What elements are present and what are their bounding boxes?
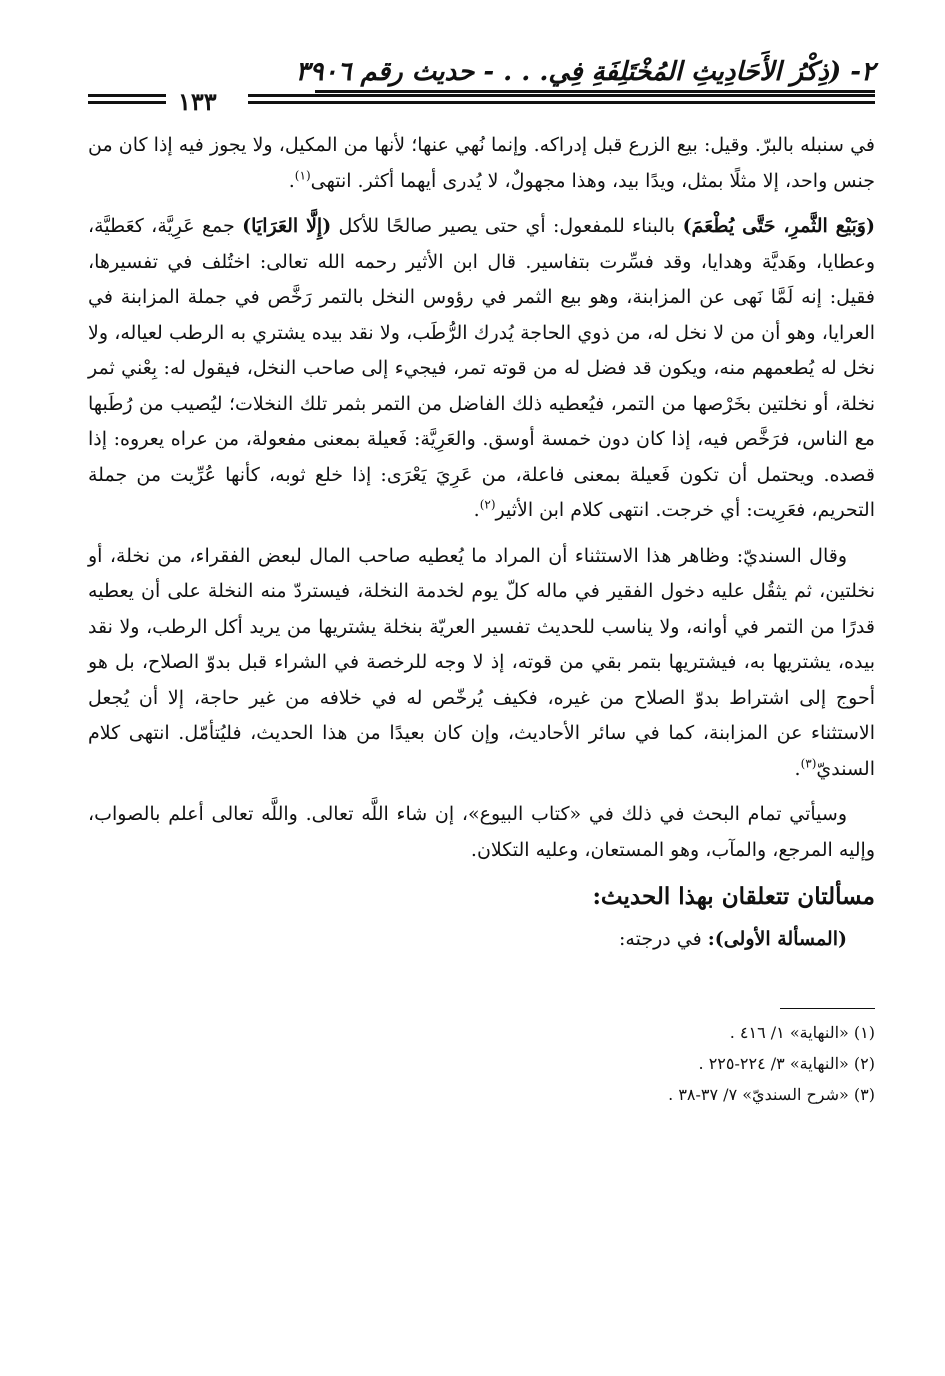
paragraph-text: في سنبله بالبرّ. وقيل: بيع الزرع قبل إدراكه. وإنما نُهي عنها؛ لأنها من المكيل، ولا يجوز فيه إذا كان من جنس واحد، إلا مثلًا بمثل، ويدًا بيد، وهذا مجهولٌ، لا يُدرى أيهما أكثر. انتهى (88, 134, 875, 192)
hadith-phrase: (وَبَيْع الثَّمرِ، حَتَّى يُطْعَمَ) (682, 215, 875, 237)
paragraph-1: في سنبله بالبرّ. وقيل: بيع الزرع قبل إدراكه. وإنما نُهي عنها؛ لأنها من المكيل، ولا يجوز فيه إذا كان من جنس واحد، إلا مثلًا بمثل، ويدًا بيد، وهذا مجهولٌ، لا يُدرى أيهما أكثر. انتهى$^{(١)}$. (88, 134, 875, 192)
footnote-ref-3[interactable]: (٣) (800, 756, 817, 771)
book-page (88, 50, 875, 1110)
footnote-ref-2[interactable]: (٢) (479, 497, 496, 512)
footnote-1: (١) «النهاية» ١/ ٤١٦ . (729, 1023, 875, 1042)
paragraph-text: بالبناء للمفعول: أي حتى يصير صالحًا للأكل (331, 215, 683, 237)
section-heading: مسألتان تتعلقان بهذا الحديث: (592, 883, 875, 910)
paragraph-text: وسيأتي تمام البحث في ذلك في «كتاب البيوع»، إن شاء اللَّه تعالى. واللَّه تعالى أعلم بالصواب، وإليه المرجع، والمآب، وهو المستعان، وعليه التكلان. (88, 803, 875, 861)
paragraph-4 (88, 797, 875, 868)
sub-heading-text: في درجته: (619, 928, 708, 950)
footnote-separator (780, 1008, 875, 1009)
footnote-3: (٣) «شرح السنديّ» ٧/ ٣٧-٣٨ . (668, 1085, 875, 1104)
paragraph-3: وقال السنديّ: وظاهر هذا الاستثناء أن المراد ما يُعطيه صاحب المال لبعض الفقراء، من نخلة، أو نخلتين، ثم يثقُل عليه دخول الفقير في ماله كلّ يوم لخدمة النخلة، فيستردّ منه النخلة على أن يعطيه قدرًا من التمر في أوانه، ولا يناسب للحديث تفسير العريّة بنخلة يشتريها من يريد أكل الرطب، ولا نقد بيده، يشتريها به، فيشتريها بتمر بقي من قوته، إذ لا وجه للرخصة في الشراء قبل بدوّ الصلاح، بل هو أحوج إلى اشتراط بدوّ الصلاح من غيره، فكيف يُرخّص له في خلافه من غير حاجة، إلا أن يُجعل الاستثناء عن المزابنة، كما في سائر الأحاديث، وإن كان بعيدًا من هذا الحديث، فليُتأمّل. انتهى كلام السنديّ$^{(٣)}$. (88, 544, 875, 780)
paragraph-text: وقال السنديّ: وظاهر هذا الاستثناء أن المراد ما يُعطيه صاحب المال لبعض الفقراء، من نخلة، أو نخلتين، ثم يثقُل عليه دخول الفقير في ماله كلّ يوم لخدمة النخلة، فيستردّ منه النخلة على أن يعطيه قدرًا من التمر في أوانه، ولا يناسب للحديث تفسير العريّة بنخلة يشتريها من يريد أكل الرطب، ولا نقد بيده، يشتريها به، فيشتريها بتمر بقي من قوته، إذ لا وجه للرخصة في الشراء قبل بدوّ الصلاح، بل هو أحوج إلى اشتراط بدوّ الصلاح من غيره، فكيف يُرخّص له في خلافه من غير حاجة، إلا أن يُجعل الاستثناء عن المزابنة، كما في سائر الأحاديث، وإن كان بعيدًا من هذا الحديث، فليُتأمّل. انتهى كلام السنديّ (88, 544, 875, 780)
page-number: ١٣٣ (178, 87, 217, 116)
paragraph-2: (وَبَيْع الثَّمرِ، حَتَّى يُطْعَمَ) بالبناء للمفعول: أي حتى يصير صالحًا للأكل (إِلَّا العَرَايَا) جمع عَرِيَّة، كعَطيَّة، وعطايا، وهَديَّة وهدايا، وقد فسِّرت بتفاسير. قال ابن الأثير رحمه الله تعالى: اختُلف في تفسيرها، فقيل: إنه لَمَّا نَهى عن المزابنة، وهو بيع الثمر في رؤوس النخل بالتمر رَخَّص في جملة المزابنة في العرايا، وهو أن من لا نخل له، من ذوي الحاجة يُدرك الرُّطَب، ولا نقد بيده يشتري به الرطب لعياله، ولا نخل له يُطعمهم منه، ويكون قد فضل له من قوته تمر، فيجيء إلى صاحب النخل، فيقول له: بِعْني ثمر نخلة، أو نخلتين بخَرْصها من التمر، فيُعطيه ذلك الفاضل من التمر بثمر تلك النخلات؛ ليُصيب من رُطَبها مع الناس، فرَخَّص فيه، إذا كان دون خمسة أوسق. والعَرِيَّة: فَعيلة بمعنى مفعولة، من عراه يعروه: إذا قصده. ويحتمل أن تكون فَعيلة بمعنى فاعلة، من عَرِيَ يَعْرَى: إذا خلع ثوبه، كأنها عُرِّيت من جملة التحريم، فعَرِيت: أي خرجت. انتهى كلام ابن الأثير$^{(٢)}$. (88, 215, 875, 521)
body-text (88, 128, 875, 958)
sub-heading (88, 920, 875, 958)
sub-heading-label: (المسألة الأولى): (707, 928, 847, 950)
footnote-ref-1[interactable]: (١) (294, 168, 311, 183)
header-double-rule-left (88, 94, 166, 104)
paragraph-text: جمع عَرِيَّة، كعَطيَّة، وعطايا، وهَديَّة وهدايا، وقد فسِّرت بتفاسير. قال ابن الأثير رحمه الله تعالى: اختُلف في تفسيرها، فقيل: إنه لَمَّا نَهى عن المزابنة، وهو بيع الثمر في رؤوس النخل بالتمر رَخَّص في جملة المزابنة في العرايا، وهو أن من لا نخل له، من ذوي الحاجة يُدرك الرُّطَب، ولا نقد بيده يشتري به الرطب لعياله، ولا نخل له يُطعمهم منه، ويكون قد فضل له من قوته تمر، فيجيء إلى صاحب النخل، فيقول له: بِعْني ثمر نخلة، أو نخلتين بخَرْصها من التمر، فيُعطيه ذلك الفاضل من التمر بثمر تلك النخلات؛ ليُصيب من رُطَبها مع الناس، فرَخَّص فيه، إذا كان دون خمسة أوسق. والعَرِيَّة: فَعيلة بمعنى مفعولة، من عراه يعروه: إذا قصده. ويحتمل أن تكون فَعيلة بمعنى فاعلة، من عَرِيَ يَعْرَى: إذا خلع ثوبه، كأنها عُرِّيت من جملة التحريم، فعَرِيت: أي خرجت. انتهى كلام ابن الأثير (88, 215, 875, 521)
header-double-rule-right (248, 94, 875, 104)
hadith-phrase: (إِلَّا العَرَايَا) (242, 215, 332, 237)
title-underline (315, 90, 875, 93)
page-header (88, 50, 875, 120)
footnote-2: (٢) «النهاية» ٣/ ٢٢٤-٢٢٥ . (698, 1054, 875, 1073)
footnotes (88, 1017, 875, 1110)
running-title: ٢- (ذِكْرُ الأَحَادِيثِ المُخْتَلِفَةِ فِي. . . - حديث رقم ٣٩٠٦ (295, 57, 875, 87)
